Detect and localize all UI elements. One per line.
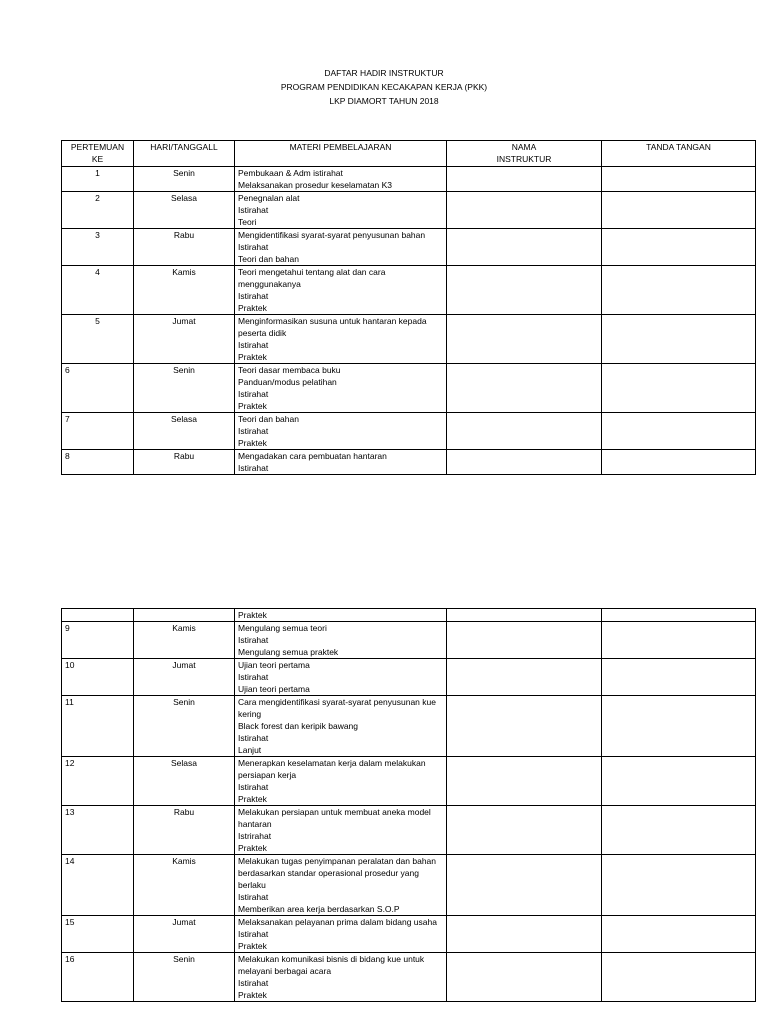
materi-line: Teori mengetahui tentang alat dan cara menggunakanya <box>238 267 386 289</box>
table-row <box>62 953 756 1002</box>
title-line-2: PROGRAM PENDIDIKAN KECAKAPAN KERJA (PKK) <box>280 82 488 92</box>
cell-nama-instruktur[interactable] <box>447 953 602 1002</box>
cell-pertemuan: 16 <box>62 953 134 1002</box>
header-hari: HARI/TANGGALL <box>134 141 235 167</box>
cell-pertemuan: 13 <box>62 806 134 855</box>
cell-pertemuan <box>62 609 134 622</box>
materi-line: Istirahat <box>238 242 269 252</box>
cell-tanda-tangan[interactable] <box>602 450 756 475</box>
cell-nama-instruktur[interactable] <box>447 413 602 450</box>
cell-tanda-tangan[interactable] <box>602 806 756 855</box>
materi-line: Teori <box>238 217 257 227</box>
materi-line: Memberikan area kerja berdasarkan S.O.P <box>238 904 400 914</box>
cell-nama-instruktur[interactable] <box>447 364 602 413</box>
materi-line: Istirahat <box>238 291 269 301</box>
cell-hari: Jumat <box>134 659 235 696</box>
cell-pertemuan: 2 <box>62 192 134 229</box>
attendance-table-part-2 <box>61 608 756 1002</box>
cell-nama-instruktur[interactable] <box>447 192 602 229</box>
cell-materi <box>235 855 447 916</box>
header-nama-line1: NAMA <box>511 142 537 152</box>
cell-hari: Senin <box>134 167 235 192</box>
cell-tanda-tangan[interactable] <box>602 622 756 659</box>
materi-line: Istirahat <box>238 205 269 215</box>
materi-line: Praktek <box>238 843 267 853</box>
cell-hari: Jumat <box>134 315 235 364</box>
table-row <box>62 696 756 757</box>
table-row <box>62 413 756 450</box>
materi-line: Istirahat <box>238 782 269 792</box>
cell-hari: Jumat <box>134 916 235 953</box>
cell-hari: Senin <box>134 364 235 413</box>
cell-tanda-tangan[interactable] <box>602 315 756 364</box>
cell-hari: Kamis <box>134 855 235 916</box>
header-materi: MATERI PEMBELAJARAN <box>235 141 447 167</box>
cell-materi <box>235 916 447 953</box>
cell-nama-instruktur[interactable] <box>447 266 602 315</box>
materi-line: Ujian teori pertama <box>238 660 310 670</box>
cell-hari <box>134 609 235 622</box>
cell-tanda-tangan[interactable] <box>602 364 756 413</box>
cell-pertemuan: 10 <box>62 659 134 696</box>
cell-materi <box>235 167 447 192</box>
cell-pertemuan: 4 <box>62 266 134 315</box>
cell-materi <box>235 266 447 315</box>
materi-line: Panduan/modus pelatihan <box>238 377 337 387</box>
cell-nama-instruktur[interactable] <box>447 450 602 475</box>
table-row <box>62 916 756 953</box>
cell-pertemuan: 8 <box>62 450 134 475</box>
table-row <box>62 266 756 315</box>
cell-pertemuan: 12 <box>62 757 134 806</box>
cell-nama-instruktur[interactable] <box>447 229 602 266</box>
table-row <box>62 757 756 806</box>
cell-materi <box>235 192 447 229</box>
cell-materi <box>235 315 447 364</box>
table-row <box>62 167 756 192</box>
materi-line: Penegnalan alat <box>238 193 300 203</box>
cell-materi <box>235 622 447 659</box>
materi-line: Lanjut <box>238 745 262 755</box>
materi-line: Menginformasikan susuna untuk hantaran kepada peserta didik <box>238 316 427 338</box>
materi-line: Pembukaan & Adm istirahat <box>238 168 343 178</box>
cell-hari: Rabu <box>134 450 235 475</box>
cell-pertemuan: 15 <box>62 916 134 953</box>
cell-pertemuan: 9 <box>62 622 134 659</box>
cell-hari: Kamis <box>134 622 235 659</box>
cell-materi <box>235 806 447 855</box>
title-line-3: LKP DIAMORT TAHUN 2018 <box>329 96 439 106</box>
cell-tanda-tangan[interactable] <box>602 855 756 916</box>
cell-nama-instruktur[interactable] <box>447 696 602 757</box>
cell-hari: Senin <box>134 953 235 1002</box>
materi-line: Mengadakan cara pembuatan hantaran <box>238 451 387 461</box>
header-pertemuan <box>62 141 134 167</box>
cell-tanda-tangan[interactable] <box>602 953 756 1002</box>
header-row <box>62 141 756 167</box>
cell-materi <box>235 757 447 806</box>
table-row <box>62 315 756 364</box>
cell-pertemuan: 3 <box>62 229 134 266</box>
cell-hari: Selasa <box>134 192 235 229</box>
cell-pertemuan: 11 <box>62 696 134 757</box>
table-row <box>62 806 756 855</box>
cell-nama-instruktur[interactable] <box>447 757 602 806</box>
header-nama-line2: INSTRUKTUR <box>496 154 552 164</box>
cell-tanda-tangan[interactable] <box>602 609 756 622</box>
table-row <box>62 855 756 916</box>
cell-tanda-tangan[interactable] <box>602 757 756 806</box>
cell-materi <box>235 450 447 475</box>
materi-line: Istirahat <box>238 929 269 939</box>
materi-line: Istirahat <box>238 733 269 743</box>
table-row <box>62 192 756 229</box>
cell-materi <box>235 696 447 757</box>
header-tanda: TANDA TANGAN <box>602 141 756 167</box>
materi-line: Istirahat <box>238 340 269 350</box>
materi-line: Black forest dan keripik bawang <box>238 721 359 731</box>
materi-line: Teori dan bahan <box>238 254 299 264</box>
cell-nama-instruktur[interactable] <box>447 622 602 659</box>
materi-line: Istirahat <box>238 892 269 902</box>
cell-nama-instruktur[interactable] <box>447 659 602 696</box>
materi-line: Istirahat <box>238 426 269 436</box>
cell-hari: Kamis <box>134 266 235 315</box>
materi-line: Melakukan persiapan untuk membuat aneka model hantaran <box>238 807 431 829</box>
materi-line: Istirahat <box>238 389 269 399</box>
materi-line: Istirahat <box>238 463 269 473</box>
materi-line: Cara mengidentifikasi syarat-syarat penyusunan kue kering <box>238 697 436 719</box>
materi-line: Istirahat <box>238 672 269 682</box>
cell-nama-instruktur[interactable] <box>447 855 602 916</box>
cell-pertemuan: 5 <box>62 315 134 364</box>
cell-pertemuan: 7 <box>62 413 134 450</box>
materi-line: Praktek <box>238 303 267 313</box>
cell-pertemuan: 1 <box>62 167 134 192</box>
title-line-1: DAFTAR HADIR INSTRUKTUR <box>324 68 444 78</box>
cell-materi <box>235 609 447 622</box>
materi-line: Melaksanakan pelayanan prima dalam bidang usaha <box>238 917 437 927</box>
cell-tanda-tangan[interactable] <box>602 167 756 192</box>
cell-hari: Selasa <box>134 413 235 450</box>
cell-pertemuan: 14 <box>62 855 134 916</box>
cell-nama-instruktur[interactable] <box>447 315 602 364</box>
cell-pertemuan: 6 <box>62 364 134 413</box>
materi-line: Istrirahat <box>238 831 272 841</box>
materi-line: Istirahat <box>238 978 269 988</box>
materi-line: Praktek <box>238 352 267 362</box>
attendance-table-part-1 <box>61 140 756 475</box>
materi-line: Mengulang semua teori <box>238 623 327 633</box>
cell-nama-instruktur[interactable] <box>447 167 602 192</box>
materi-line: Praktek <box>238 794 267 804</box>
header-pertemuan-line1: PERTEMUAN <box>70 142 125 152</box>
materi-line: Praktek <box>238 941 267 951</box>
materi-line: Teori dan bahan <box>238 414 299 424</box>
cell-materi <box>235 659 447 696</box>
header-pertemuan-line2: KE <box>91 154 104 164</box>
cell-tanda-tangan[interactable] <box>602 192 756 229</box>
materi-line: Praktek <box>238 401 267 411</box>
cell-hari: Rabu <box>134 229 235 266</box>
cell-tanda-tangan[interactable] <box>602 696 756 757</box>
materi-line: Teori dasar membaca buku <box>238 365 341 375</box>
cell-materi <box>235 413 447 450</box>
header-nama <box>447 141 602 167</box>
cell-nama-instruktur[interactable] <box>447 916 602 953</box>
cell-nama-instruktur[interactable] <box>447 609 602 622</box>
cell-materi <box>235 229 447 266</box>
materi-line: Praktek <box>238 438 267 448</box>
cell-tanda-tangan[interactable] <box>602 266 756 315</box>
cell-nama-instruktur[interactable] <box>447 806 602 855</box>
cell-materi <box>235 953 447 1002</box>
table-row <box>62 364 756 413</box>
table-row <box>62 659 756 696</box>
cell-tanda-tangan[interactable] <box>602 229 756 266</box>
materi-line: Menerapkan keselamatan kerja dalam melakukan persiapan kerja <box>238 758 426 780</box>
cell-tanda-tangan[interactable] <box>602 916 756 953</box>
document-title <box>0 66 768 108</box>
materi-line: Mengidentifikasi syarat-syarat penyusunan bahan <box>238 230 426 240</box>
cell-tanda-tangan[interactable] <box>602 659 756 696</box>
materi-line: Melakukan tugas penyimpanan peralatan dan bahan berdasarkan standar operasional prosedur yang berlaku <box>238 856 437 890</box>
cell-hari: Rabu <box>134 806 235 855</box>
cell-tanda-tangan[interactable] <box>602 413 756 450</box>
materi-line: Melakukan komunikasi bisnis di bidang kue untuk melayani berbagai acara <box>238 954 425 976</box>
table-row <box>62 229 756 266</box>
materi-line: Melaksanakan prosedur keselamatan K3 <box>238 180 393 190</box>
materi-line: Mengulang semua praktek <box>238 647 339 657</box>
materi-line: Ujian teori pertama <box>238 684 310 694</box>
table-row <box>62 609 756 622</box>
cell-hari: Selasa <box>134 757 235 806</box>
cell-materi <box>235 364 447 413</box>
table-row <box>62 622 756 659</box>
materi-line: Praktek <box>238 610 267 620</box>
table-row <box>62 450 756 475</box>
cell-hari: Senin <box>134 696 235 757</box>
materi-line: Istirahat <box>238 635 269 645</box>
materi-line: Praktek <box>238 990 267 1000</box>
